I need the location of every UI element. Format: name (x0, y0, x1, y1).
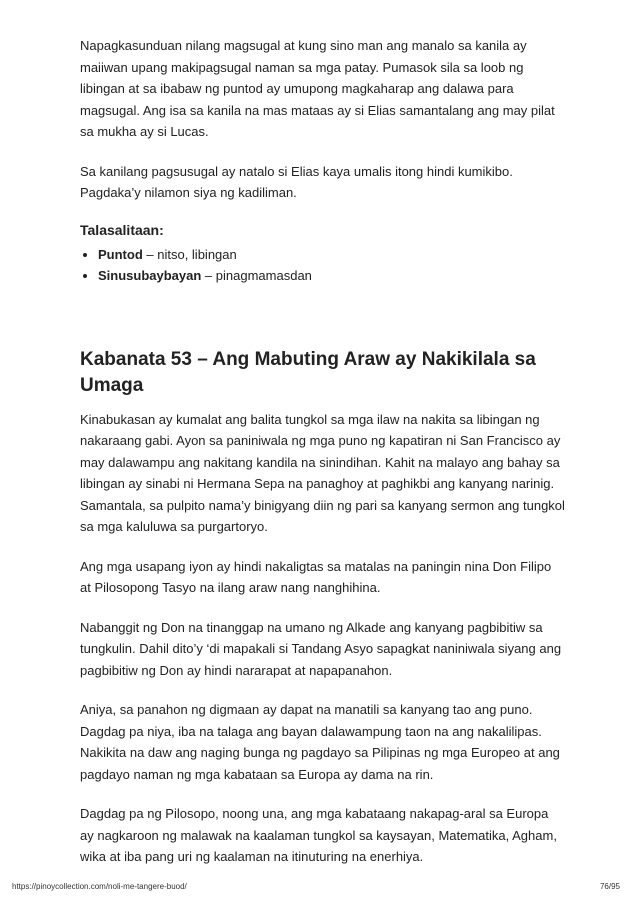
paragraph: Sa kanilang pagsusugal ay natalo si Elias kaya umalis itong hindi kumikibo. Pagdaka’y nilamon siya ng kadiliman. (80, 163, 513, 200)
paragraph: Aniya, sa panahon ng digmaan ay dapat na manatili sa kanyang tao ang puno. Dagdag pa niya, iba na talaga ang bayan dalawampung taon na ang nakalilipas. Nakikita na daw ang naging bunga ng pagdayo sa Pilipinas ng mga Europeo at ang pagdayo naman ng mga kabataan sa Europa ay dama na rin. (80, 702, 560, 782)
paragraph: Dagdag pa ng Pilosopo, noong una, ang mga kabataang nakapag-aral sa Europa ay nagkaroon ng malawak na kaalaman tungkol sa kaysayan, Matematika, Agham, wika at iba pang uri ng kaalaman na itinuturing na enerhiya. (80, 806, 557, 864)
paragraph: Napagkasunduan nilang magsugal at kung sino man ang manalo sa kanila ay maiiwan upang makipagsugal naman sa mga patay. Pumasok sila sa loob ng libingan at sa ibabaw ng puntod ay umupong magkaharap ang dalawa para magsugal. Ang isa sa kanila na mas mataas ay si Elias samantalang ang may pilat sa mukha ay si Lucas. (80, 38, 555, 139)
vocab-term: Puntod (98, 246, 143, 262)
document-body (80, 35, 565, 886)
source-url[interactable]: https://pinoycollection.com/noli-me-tangere-buod/ (12, 882, 187, 891)
page-number: 76/95 (599, 882, 620, 891)
vocab-item (98, 265, 565, 287)
paragraph: Kinabukasan ay kumalat ang balita tungkol sa mga ilaw na nakita sa libingan ng nakaraang gabi. Ayon sa paniniwala ng mga puno ng kapatiran ni San Francisco ay may dalawampu ang nakitang kandila na sinindihan. Kahit na malayo ang bahay sa libingan ay sinabi ni Hermana Sepa na panaghoy at paghikbi ang kanyang narinig. Samantala, sa pulpito nama’y binigyang diin ng pari sa kanyang sermon ang tungkol sa mga kaluluwa sa purgartoryo. (80, 411, 565, 534)
vocab-heading: Talasalitaan: (80, 221, 164, 238)
paragraph: Nabanggit ng Don na tinanggap na umano ng Alkade ang kanyang pagbibitiw sa tungkulin. Dahil dito’y ‘di mapakali si Tandang Asyo sapagkat naniniwala siyang ang pagbibitiw ng Don ay hindi nararapat at napapanahon. (80, 619, 562, 678)
vocab-item (98, 244, 565, 266)
page-footer (12, 882, 620, 891)
vocab-definition: nitso, libingan (157, 246, 237, 262)
paragraph: Ang mga usapang iyon ay hindi nakaligtas sa matalas na paningin nina Don Filipo at Pilosopong Tasyo na ilang araw nang nanghihina. (80, 558, 552, 595)
vocab-separator: – (201, 268, 216, 283)
vocab-definition: pinagmamasdan (215, 268, 312, 283)
vocab-term: Sinusubaybayan (98, 268, 202, 283)
vocab-list (80, 244, 565, 287)
vocab-separator: – (142, 246, 158, 262)
chapter-heading: Kabanata 53 – Ang Mabuting Araw ay Nakikilala sa Umaga (80, 348, 536, 396)
